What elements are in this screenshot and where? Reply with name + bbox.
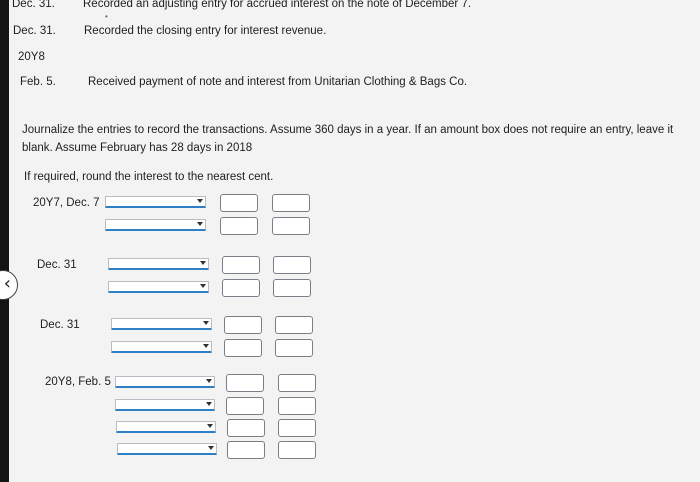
account-select[interactable] [115, 399, 215, 411]
dropdown-arrow-icon [197, 222, 203, 226]
year-heading: 20Y8 [18, 51, 45, 63]
dropdown-arrow-icon [200, 284, 206, 288]
credit-input[interactable] [278, 374, 316, 392]
entry-date-label: Dec. 31 [40, 319, 80, 331]
account-select[interactable] [111, 341, 212, 353]
credit-input[interactable] [272, 217, 310, 235]
debit-input[interactable] [224, 339, 262, 357]
event-date: Feb. 5. [20, 76, 56, 88]
window-edge [0, 0, 9, 482]
account-select[interactable] [116, 421, 216, 433]
debit-input[interactable] [220, 194, 258, 212]
entry-date-label: 20Y7, Dec. 7 [33, 197, 100, 209]
account-select[interactable] [108, 281, 209, 293]
account-select[interactable] [105, 219, 206, 231]
credit-input[interactable] [272, 194, 310, 212]
account-select[interactable] [105, 196, 206, 208]
entry-date-label: 20Y8, Feb. 5 [45, 376, 111, 388]
dropdown-arrow-icon [207, 424, 213, 428]
debit-input[interactable] [227, 419, 265, 437]
credit-input[interactable] [278, 419, 316, 437]
credit-input[interactable] [273, 256, 311, 274]
event-text: Received payment of note and interest from Unitarian Clothing & Bags Co. [88, 76, 468, 88]
dropdown-arrow-icon [208, 446, 214, 450]
credit-input[interactable] [275, 339, 313, 357]
instructions: Journalize the entries to record the transactions. Assume 360 days in a year. If an amount box does not require an entry, leave it blank. Assume February has 28 days in 2018 [22, 124, 674, 154]
dropdown-arrow-icon [203, 344, 209, 348]
debit-input[interactable] [222, 279, 260, 297]
credit-input[interactable] [275, 316, 313, 334]
entry-date-label: Dec. 31 [37, 259, 77, 271]
debit-input[interactable] [226, 397, 264, 415]
dropdown-arrow-icon [206, 402, 212, 406]
bullet-icon: • [105, 12, 108, 21]
debit-input[interactable] [226, 374, 264, 392]
dropdown-arrow-icon [200, 261, 206, 265]
debit-input[interactable] [220, 217, 258, 235]
event-text: Recorded the closing entry for interest revenue. [84, 25, 327, 37]
event-text: Recorded an adjusting entry for accrued interest on the note of December 7. [83, 0, 472, 10]
debit-input[interactable] [227, 441, 265, 459]
dropdown-arrow-icon [197, 199, 203, 203]
event-date: Dec. 31. [12, 0, 55, 10]
account-select[interactable] [108, 258, 209, 270]
chevron-left-icon[interactable]: ‹ [0, 270, 18, 300]
credit-input[interactable] [273, 279, 311, 297]
account-select[interactable] [115, 376, 215, 388]
dropdown-arrow-icon [203, 321, 209, 325]
account-select[interactable] [117, 443, 217, 455]
credit-input[interactable] [278, 397, 316, 415]
debit-input[interactable] [222, 256, 260, 274]
account-select[interactable] [111, 318, 212, 330]
credit-input[interactable] [278, 441, 316, 459]
debit-input[interactable] [224, 316, 262, 334]
dropdown-arrow-icon [206, 379, 212, 383]
event-date: Dec. 31. [13, 25, 56, 37]
rounding-note: If required, round the interest to the nearest cent. [24, 171, 274, 183]
